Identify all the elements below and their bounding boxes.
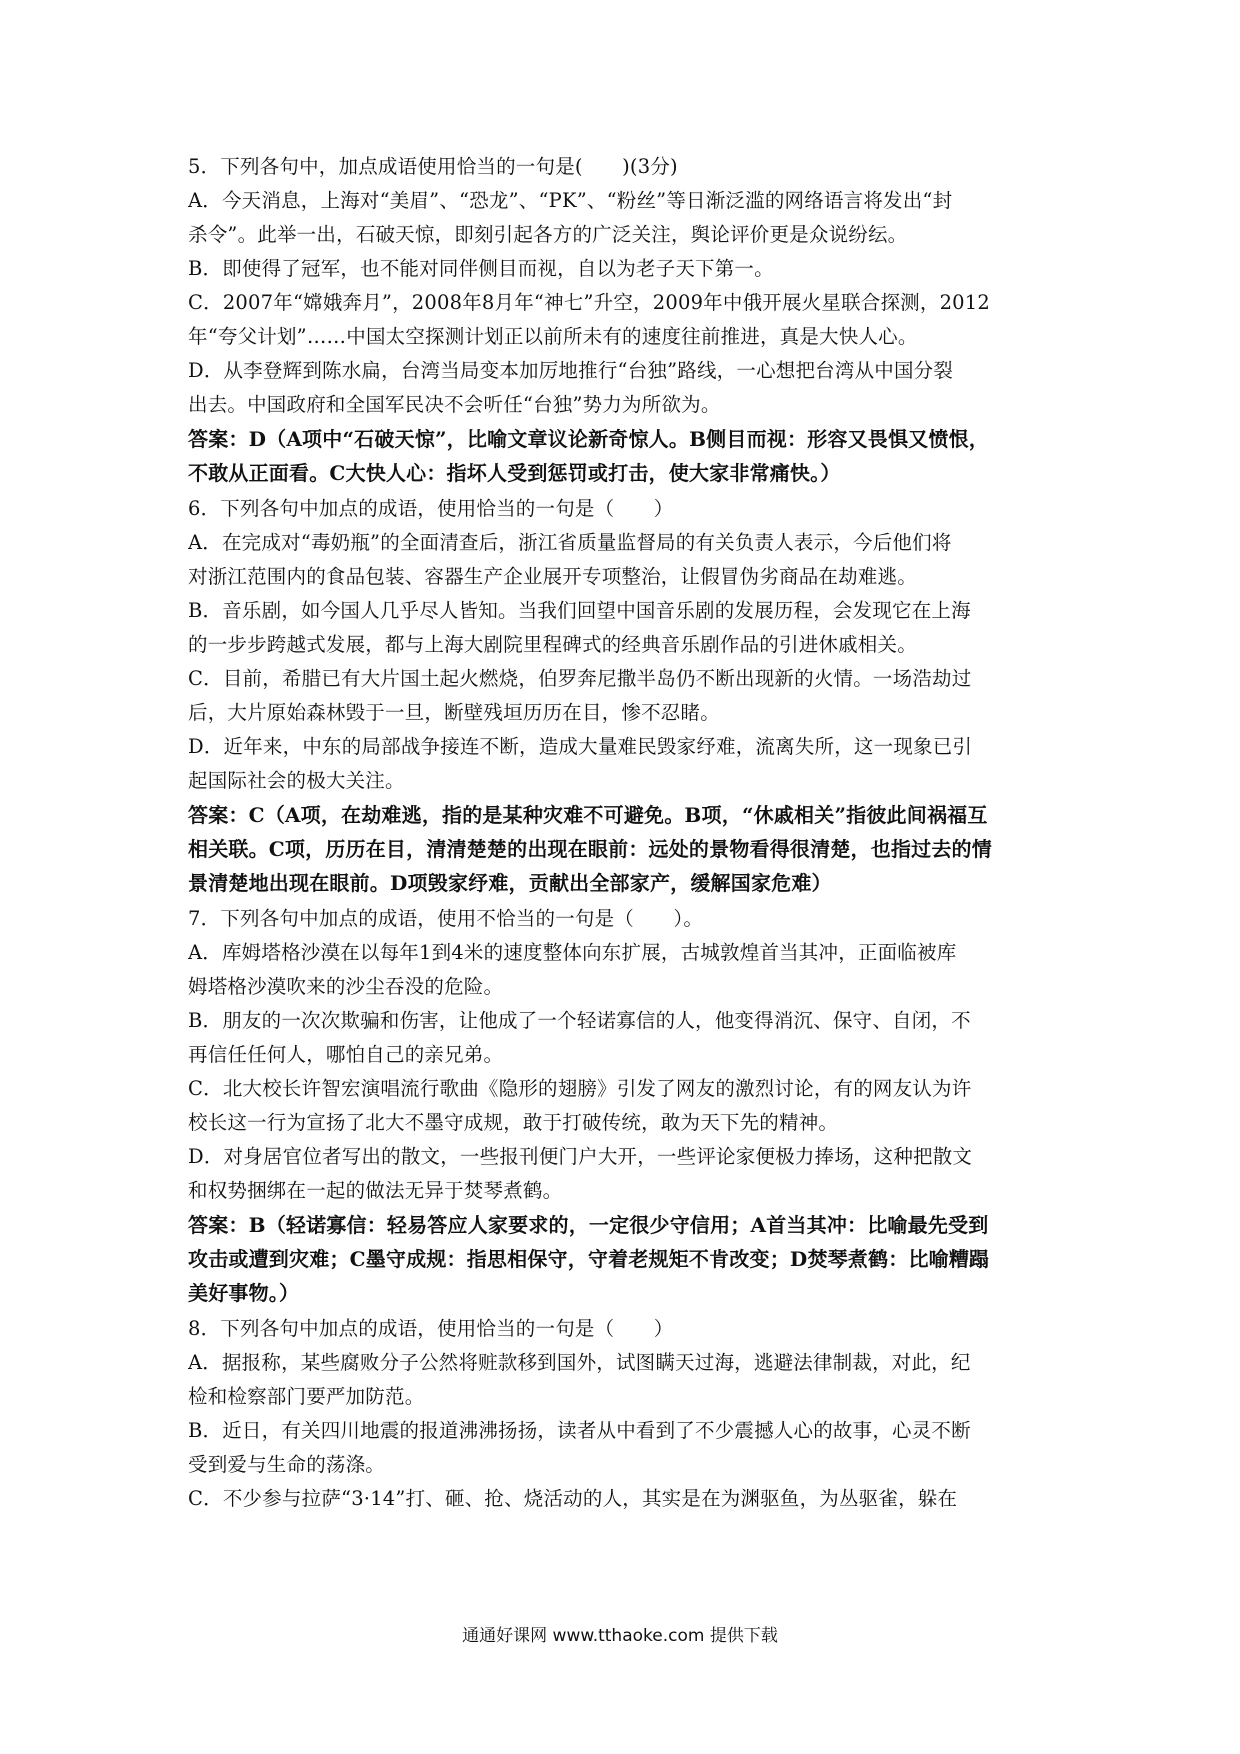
answer-line: 答案：D（A项中“石破天惊”，比喻文章议论新奇惊人。B侧目而视：形容又畏惧又愤恨， (188, 427, 989, 451)
answer-line: 相关联。C项，历历在目，清清楚楚的出现在眼前：远处的景物看得很清楚，也指过去的情 (188, 837, 992, 861)
option-line: A．据报称，某些腐败分子公然将赃款移到国外，试图瞒天过海，逃避法律制裁，对此，纪 (188, 1351, 971, 1374)
option-line: 对浙江范围内的食品包装、容器生产企业展开专项整治，让假冒伪劣商品在劫难逃。 (188, 565, 917, 588)
option-line: B．音乐剧，如今国人几乎尽人皆知。当我们回望中国音乐剧的发展历程，会发现它在上海 (188, 599, 971, 622)
answer-line: 答案：C（A项，在劫难逃，指的是某种灾难不可避免。B项，“休戚相关”指彼此间祸福互 (188, 803, 988, 827)
option-line: A．库姆塔格沙漠在以每年1到4米的速度整体向东扩展，古城敦煌首当其冲，正面临被库 (188, 941, 957, 964)
question-stem: 8．下列各句中加点的成语，使用恰当的一句是（ ） (188, 1317, 674, 1340)
option-line: 检和检察部门要严加防范。 (188, 1385, 425, 1408)
option-line: 出去。中国政府和全国军民决不会听任“台独”势力为所欲为。 (188, 393, 721, 416)
option-line: C．不少参与拉萨“3·14”打、砸、抢、烧活动的人，其实是在为渊驱鱼，为丛驱雀，躲在 (188, 1487, 958, 1510)
option-line: C．北大校长许智宏演唱流行歌曲《隐形的翅膀》引发了网友的激烈讨论，有的网友认为许 (188, 1077, 972, 1100)
option-line: D．从李登辉到陈水扁，台湾当局变本加厉地推行“台独”路线，一心想把台湾从中国分裂 (188, 359, 954, 382)
answer-line: 美好事物。） (188, 1281, 300, 1305)
document-body (188, 148, 1058, 1516)
option-line: 年“夸父计划”……中国太空探测计划正以前所未有的速度往前推进，真是大快人心。 (188, 325, 918, 348)
option-line: B．朋友的一次次欺骗和伤害，让他成了一个轻诺寡信的人，他变得消沉、保守、自闭，不 (188, 1009, 971, 1032)
answer-line: 攻击或遭到灾难；C墨守成规：指思相保守，守着老规矩不肯改变；D焚琴煮鹤：比喻糟蹋 (188, 1247, 990, 1271)
option-line: 的一步步跨越式发展，都与上海大剧院里程碑式的经典音乐剧作品的引进休戚相关。 (188, 633, 917, 656)
option-line: B．即使得了冠军，也不能对同伴侧目而视，自以为老子天下第一。 (188, 257, 774, 280)
option-line: D．近年来，中东的局部战争接连不断，造成大量难民毁家纾难，流离失所，这一现象已引 (188, 735, 973, 758)
option-line: 再信任任何人，哪怕自己的亲兄弟。 (188, 1043, 504, 1066)
option-line: A．今天消息，上海对“美眉”、“恐龙”、“PK”、“粉丝”等日渐泛滥的网络语言将发出“封 (188, 189, 953, 212)
answer-line: 不敢从正面看。C大快人心：指坏人受到惩罚或打击，使大家非常痛快。） (188, 461, 841, 485)
option-line: 和权势捆绑在一起的做法无异于焚琴煮鹤。 (188, 1179, 563, 1202)
option-line: 后，大片原始森林毁于一旦，断壁残垣历历在目，惨不忍睹。 (188, 701, 720, 724)
option-line: 校长这一行为宣扬了北大不墨守成规，敢于打破传统，敢为天下先的精神。 (188, 1111, 839, 1134)
answer-line: 景清楚地出现在眼前。D项毁家纾难，贡献出全部家产，缓解国家危难） (188, 871, 832, 895)
option-line: B．近日，有关四川地震的报道沸沸扬扬，读者从中看到了不少震撼人心的故事，心灵不断 (188, 1419, 971, 1442)
question-stem: 7．下列各句中加点的成语，使用不恰当的一句是（ ）。 (188, 907, 704, 930)
answer-block (188, 1208, 1058, 1310)
option-line: C．2007年“嫦娥奔月”，2008年8月年“神七”升空，2009年中俄开展火星联合探测，2012 (188, 291, 991, 314)
answer-line: 答案：B（轻诺寡信：轻易答应人家要求的，一定很少守信用；A首当其冲：比喻最先受到 (188, 1213, 989, 1237)
page-footer: 通通好课网 www.tthaoke.com 提供下载 (462, 1626, 778, 1646)
option-line: A．在完成对“毒奶瓶”的全面清查后，浙江省质量监督局的有关负责人表示，今后他们将 (188, 531, 952, 554)
answer-block (188, 798, 1058, 900)
option-line: 起国际社会的极大关注。 (188, 769, 405, 792)
option-line: D．对身居官位者写出的散文，一些报刊便门户大开，一些评论家便极力捧场，这种把散文 (188, 1145, 973, 1168)
question-stem: 5．下列各句中，加点成语使用恰当的一句是( )(3分) (188, 155, 678, 178)
option-line: 姆塔格沙漠吹来的沙尘吞没的危险。 (188, 975, 504, 998)
option-line: 杀令”。此举一出，石破天惊，即刻引起各方的广泛关注，舆论评价更是众说纷纭。 (188, 223, 908, 246)
question-stem: 6．下列各句中加点的成语，使用恰当的一句是（ ） (188, 497, 674, 520)
option-line: 受到爱与生命的荡涤。 (188, 1453, 386, 1476)
option-line: C．目前，希腊已有大片国土起火燃烧，伯罗奔尼撒半岛仍不断出现新的火情。一场浩劫过 (188, 667, 972, 690)
answer-block (188, 422, 1058, 490)
